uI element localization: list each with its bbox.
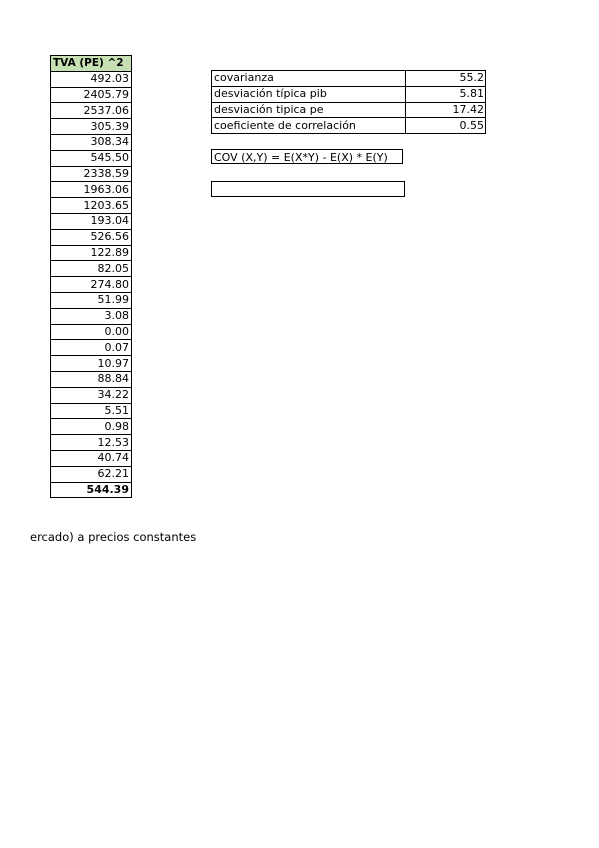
stats-row-std-pe — [212, 102, 486, 118]
column-total-cell[interactable]: 544.39 — [51, 482, 132, 498]
table-cell[interactable]: 526.56 — [51, 229, 132, 245]
stats-row-correlation — [212, 118, 486, 134]
stats-value-cell[interactable]: 55.2 — [406, 71, 486, 87]
table-cell[interactable]: 308.34 — [51, 134, 132, 150]
table-cell[interactable]: 1963.06 — [51, 182, 132, 198]
table-cell[interactable]: 0.07 — [51, 340, 132, 356]
table-cell[interactable]: 492.03 — [51, 71, 132, 87]
covariance-formula-cell[interactable]: COV (X,Y) = E(X*Y) - E(X) * E(Y) — [211, 149, 403, 164]
table-cell[interactable]: 34.22 — [51, 387, 132, 403]
table-cell[interactable]: 305.39 — [51, 119, 132, 135]
table-cell[interactable]: 545.50 — [51, 150, 132, 166]
stats-label-cell[interactable]: desviación típica pib — [212, 86, 406, 102]
table-cell[interactable]: 51.99 — [51, 292, 132, 308]
table-cell[interactable]: 82.05 — [51, 261, 132, 277]
table-cell[interactable]: 3.08 — [51, 308, 132, 324]
table-cell[interactable]: 12.53 — [51, 435, 132, 451]
footnote-text: ercado) a precios constantes — [30, 530, 197, 544]
stats-value-cell[interactable]: 5.81 — [406, 86, 486, 102]
table-cell[interactable]: 0.00 — [51, 324, 132, 340]
table-cell[interactable]: 193.04 — [51, 213, 132, 229]
stats-row-std-pib — [212, 86, 486, 102]
empty-cell[interactable] — [211, 181, 405, 197]
table-cell[interactable]: 0.98 — [51, 419, 132, 435]
table-cell[interactable]: 88.84 — [51, 371, 132, 387]
stats-label-cell[interactable]: desviación tipica pe — [212, 102, 406, 118]
stats-label-cell[interactable]: coeficiente de correlación — [212, 118, 406, 134]
table-cell[interactable]: 274.80 — [51, 277, 132, 293]
table-cell[interactable]: 10.97 — [51, 356, 132, 372]
table-cell[interactable]: 122.89 — [51, 245, 132, 261]
column-header[interactable]: TVA (PE) ^2 — [51, 56, 132, 72]
table-cell[interactable]: 5.51 — [51, 403, 132, 419]
stats-label-cell[interactable]: covarianza — [212, 71, 406, 87]
tva-pe-squared-column — [50, 55, 132, 498]
stats-value-cell[interactable]: 17.42 — [406, 102, 486, 118]
table-cell[interactable]: 1203.65 — [51, 198, 132, 214]
stats-row-covariance — [212, 71, 486, 87]
stats-value-cell[interactable]: 0.55 — [406, 118, 486, 134]
table-cell[interactable]: 40.74 — [51, 450, 132, 466]
table-cell[interactable]: 2405.79 — [51, 87, 132, 103]
table-cell[interactable]: 2537.06 — [51, 103, 132, 119]
statistics-table — [211, 70, 486, 134]
table-cell[interactable]: 62.21 — [51, 466, 132, 482]
table-cell[interactable]: 2338.59 — [51, 166, 132, 182]
